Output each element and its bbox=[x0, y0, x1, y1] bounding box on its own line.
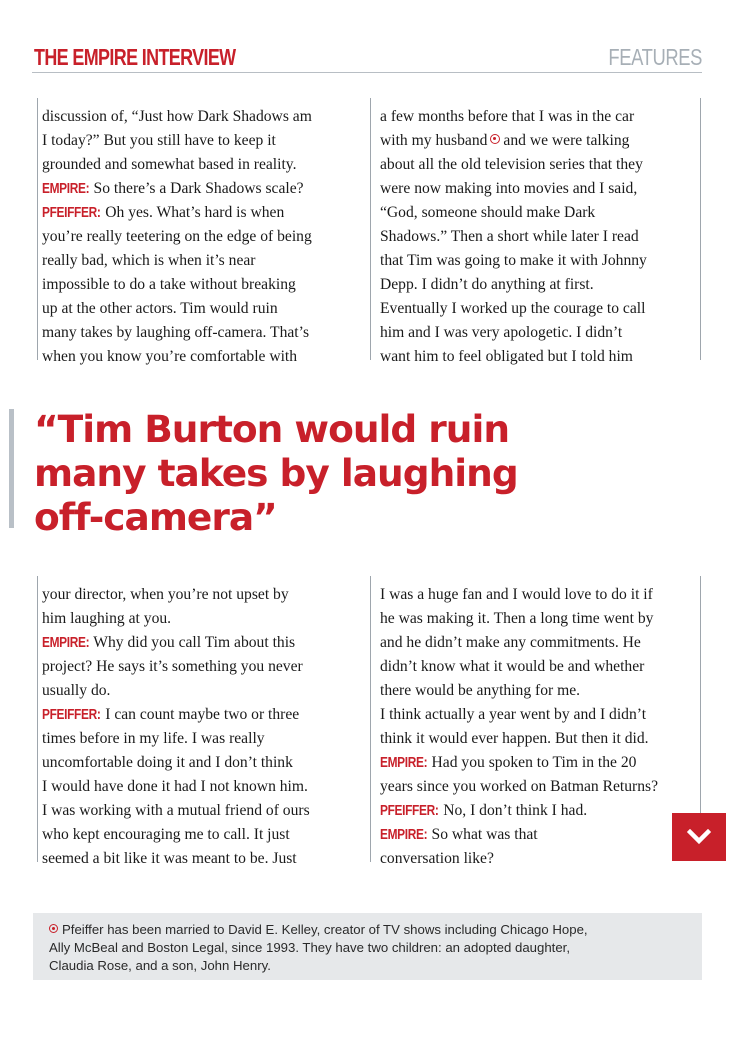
body-line: your director, when you’re not upset by bbox=[42, 586, 289, 603]
footnote-marker-icon bbox=[49, 924, 58, 933]
chevron-down-icon bbox=[687, 829, 711, 845]
pull-quote-line: off-camera” bbox=[34, 495, 277, 539]
question-text: So what was that bbox=[431, 826, 538, 843]
footnote-line: Ally McBeal and Boston Legal, since 1993. They have two children: an adopted daughter, bbox=[49, 940, 571, 955]
column-divider bbox=[700, 576, 701, 813]
body-line: project? He says it’s something you never bbox=[42, 658, 303, 675]
body-line: and he didn’t make any commitments. He bbox=[380, 634, 641, 651]
body-line: I think actually a year went by and I didn’t bbox=[380, 706, 647, 723]
body-line bbox=[380, 129, 647, 153]
lower-right-column bbox=[380, 583, 658, 871]
footnote-box bbox=[33, 913, 702, 980]
body-line: I was a huge fan and I would love to do it if bbox=[380, 586, 653, 603]
body-line: he was making it. Then a long time went by bbox=[380, 610, 654, 627]
body-line: seemed a bit like it was meant to be. Just bbox=[42, 850, 297, 867]
column-divider bbox=[37, 98, 38, 360]
pull-quote bbox=[34, 407, 518, 539]
answer-text: Oh yes. What’s hard is when bbox=[105, 204, 285, 221]
question-text: Had you spoken to Tim in the 20 bbox=[431, 754, 637, 771]
body-line: Eventually I worked up the courage to call bbox=[380, 300, 646, 317]
body-line: him and I was very apologetic. I didn’t bbox=[380, 324, 623, 341]
body-line: impossible to do a take without breaking bbox=[42, 276, 296, 293]
body-line: uncomfortable doing it and I don’t think bbox=[42, 754, 293, 771]
footnote-line: Claudia Rose, and a son, John Henry. bbox=[49, 958, 271, 973]
interview-answer bbox=[380, 799, 658, 823]
interview-question bbox=[380, 751, 658, 775]
interview-question bbox=[42, 177, 312, 201]
body-line: discussion of, “Just how Dark Shadows am bbox=[42, 108, 312, 125]
body-line: that Tim was going to make it with Johnny bbox=[380, 252, 647, 269]
body-line: about all the old television series that they bbox=[380, 156, 643, 173]
question-text: So there’s a Dark Shadows scale? bbox=[93, 180, 304, 197]
header-divider bbox=[32, 72, 702, 73]
column-divider bbox=[700, 98, 701, 360]
body-text: with my husband bbox=[380, 132, 488, 149]
interview-answer bbox=[42, 703, 310, 727]
body-line: you’re really teetering on the edge of being bbox=[42, 228, 312, 245]
body-line: grounded and somewhat based in reality. bbox=[42, 156, 297, 173]
body-line: think it would ever happen. But then it did. bbox=[380, 730, 649, 747]
body-line: times before in my life. I was really bbox=[42, 730, 265, 747]
body-line: were now making into movies and I said, bbox=[380, 180, 638, 197]
category-label: FEATURES bbox=[608, 44, 702, 70]
body-line: want him to feel obligated but I told him bbox=[380, 348, 633, 365]
body-line: Depp. I didn’t do anything at first. bbox=[380, 276, 594, 293]
body-line: usually do. bbox=[42, 682, 111, 699]
speaker-empire: EMPIRE: bbox=[380, 827, 428, 843]
body-line: there would be anything for me. bbox=[380, 682, 581, 699]
speaker-pfeiffer: PFEIFFER: bbox=[42, 205, 101, 221]
column-divider bbox=[370, 576, 371, 862]
body-line: up at the other actors. Tim would ruin bbox=[42, 300, 278, 317]
body-line: him laughing at you. bbox=[42, 610, 172, 627]
body-line: conversation like? bbox=[380, 850, 494, 867]
column-divider bbox=[37, 576, 38, 862]
body-line: many takes by laughing off-camera. That’s bbox=[42, 324, 310, 341]
footnote-text-span: Pfeiffer has been married to David E. Kelley, creator of TV shows including Chicago Hope, bbox=[62, 922, 588, 937]
body-line: when you know you’re comfortable with bbox=[42, 348, 298, 365]
body-line: a few months before that I was in the car bbox=[380, 108, 635, 125]
footnote-text bbox=[49, 921, 588, 975]
speaker-pfeiffer: PFEIFFER: bbox=[42, 707, 101, 723]
pull-quote-bar bbox=[9, 409, 14, 528]
body-line: who kept encouraging me to call. It just bbox=[42, 826, 290, 843]
body-line: years since you worked on Batman Returns? bbox=[380, 778, 659, 795]
interview-answer bbox=[42, 201, 312, 225]
interview-question bbox=[380, 823, 658, 847]
speaker-empire: EMPIRE: bbox=[42, 635, 90, 651]
interview-question bbox=[42, 631, 310, 655]
speaker-empire: EMPIRE: bbox=[42, 181, 90, 197]
lower-left-column bbox=[42, 583, 310, 871]
body-line: “God, someone should make Dark bbox=[380, 204, 596, 221]
section-title: THE EMPIRE INTERVIEW bbox=[34, 44, 236, 70]
upper-left-column bbox=[42, 105, 312, 369]
upper-right-column bbox=[380, 105, 647, 369]
speaker-pfeiffer: PFEIFFER: bbox=[380, 803, 439, 819]
pull-quote-line: many takes by laughing bbox=[34, 451, 518, 495]
body-text: and we were talking bbox=[503, 132, 630, 149]
scroll-down-button[interactable] bbox=[672, 813, 726, 861]
answer-text: No, I don’t think I had. bbox=[443, 802, 588, 819]
body-line: really bad, which is when it’s near bbox=[42, 252, 256, 269]
body-line: I would have done it had I not known him. bbox=[42, 778, 308, 795]
answer-text: I can count maybe two or three bbox=[105, 706, 300, 723]
page-header bbox=[32, 44, 702, 74]
column-divider bbox=[370, 98, 371, 360]
pull-quote-line: “Tim Burton would ruin bbox=[34, 407, 510, 451]
footnote-marker-icon[interactable] bbox=[490, 134, 500, 144]
speaker-empire: EMPIRE: bbox=[380, 755, 428, 771]
body-line: Shadows.” Then a short while later I read bbox=[380, 228, 639, 245]
body-line: I today?” But you still have to keep it bbox=[42, 132, 276, 149]
footnote-line bbox=[49, 921, 588, 939]
body-line: I was working with a mutual friend of ours bbox=[42, 802, 310, 819]
question-text: Why did you call Tim about this bbox=[93, 634, 296, 651]
body-line: didn’t know what it would be and whether bbox=[380, 658, 645, 675]
